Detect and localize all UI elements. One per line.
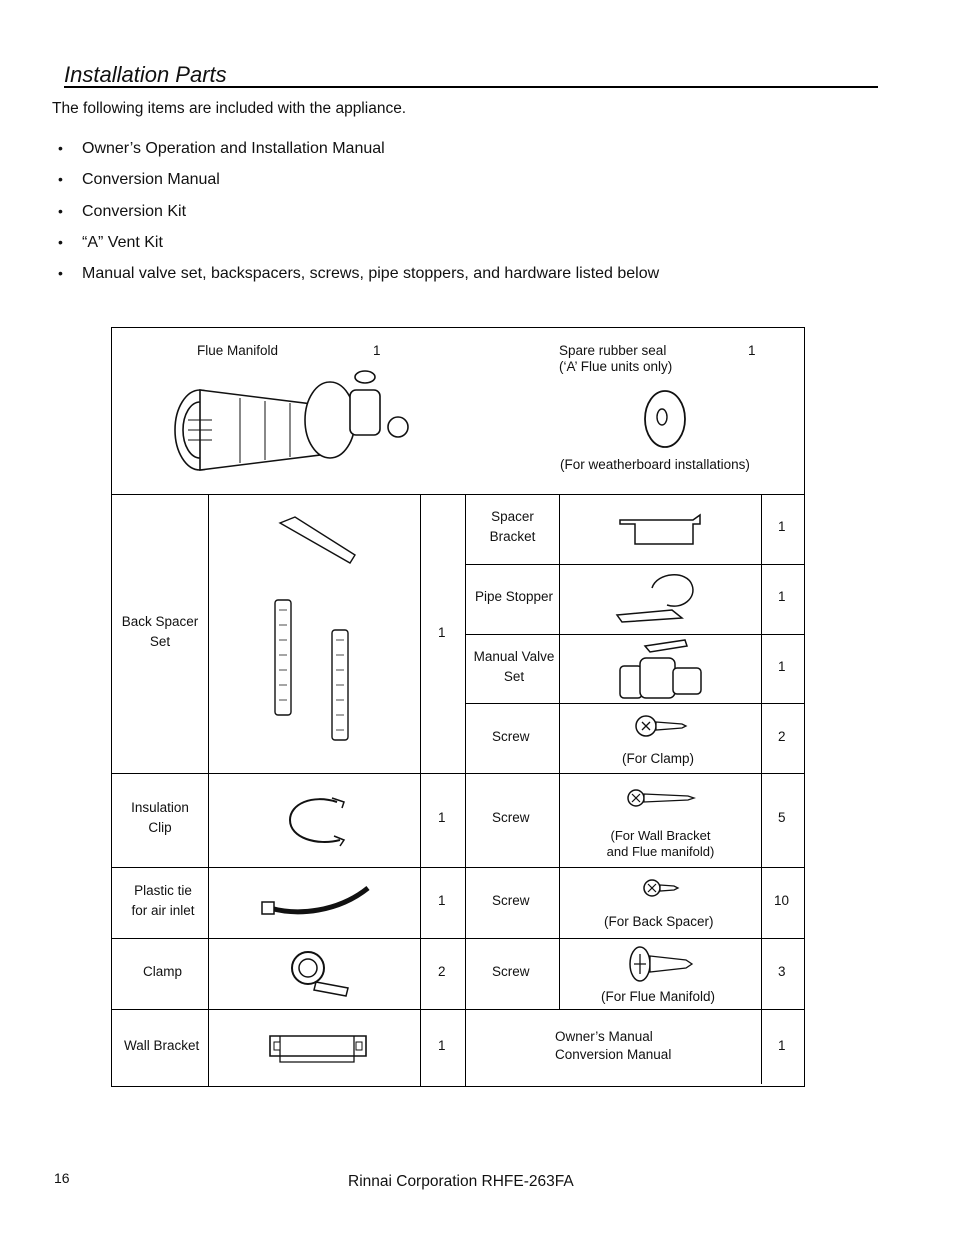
owners-manual-label: Owner’s Manual bbox=[555, 1029, 653, 1044]
manual-valve-label: Manual Valve Set bbox=[473, 649, 555, 684]
footer-text: Rinnai Corporation RHFE-263FA bbox=[348, 1173, 574, 1190]
clamp-qty: 2 bbox=[438, 964, 446, 979]
screw-flue-qty: 3 bbox=[778, 964, 786, 979]
plastic-tie-label: Plastic tie for air inlet bbox=[131, 883, 195, 918]
list-item: • Conversion Kit bbox=[58, 202, 187, 220]
wall-bracket-label: Wall Bracket bbox=[124, 1038, 200, 1053]
countersunk-screw-illustration bbox=[628, 944, 694, 984]
back-spacer-qty: 1 bbox=[438, 625, 446, 640]
spare-seal-qty: 1 bbox=[748, 343, 756, 358]
intro-text: The following items are included with the appliance. bbox=[52, 100, 407, 117]
screw-spacer-label: Screw bbox=[492, 893, 530, 908]
clamp-illustration bbox=[286, 946, 352, 998]
spare-seal-note: (For weatherboard installations) bbox=[560, 457, 750, 472]
pipe-stopper-qty: 1 bbox=[778, 589, 786, 604]
back-spacer-illustration bbox=[270, 515, 370, 745]
page-number: 16 bbox=[54, 1170, 70, 1186]
manuals-qty: 1 bbox=[778, 1038, 786, 1053]
screw-flue-label: Screw bbox=[492, 964, 530, 979]
spacer-bracket-qty: 1 bbox=[778, 519, 786, 534]
insulation-clip-illustration bbox=[282, 792, 348, 852]
rubber-seal-illustration bbox=[640, 388, 690, 450]
insulation-clip-label: Insulation Clip bbox=[131, 800, 189, 835]
clamp-label: Clamp bbox=[143, 964, 183, 979]
flue-manifold-label: Flue Manifold bbox=[197, 343, 279, 358]
screw-flue-note: (For Flue Manifold) bbox=[601, 989, 716, 1004]
flue-manifold-illustration bbox=[170, 365, 420, 475]
back-spacer-label: Back Spacer Set bbox=[121, 614, 199, 649]
wall-bracket-qty: 1 bbox=[438, 1038, 446, 1053]
list-item: • Manual valve set, backspacers, screws, pipe stoppers, and hardware listed below bbox=[58, 265, 660, 283]
spacer-bracket-illustration bbox=[615, 512, 705, 548]
screw-clamp-note: (For Clamp) bbox=[622, 751, 695, 766]
pipe-stopper-label: Pipe Stopper bbox=[475, 589, 554, 604]
screw-illustration bbox=[642, 876, 682, 900]
spare-seal-sublabel: (‘A’ Flue units only) bbox=[559, 359, 673, 374]
screw-wall-qty: 5 bbox=[778, 810, 786, 825]
page-title: Installation Parts bbox=[64, 62, 227, 87]
plastic-tie-illustration bbox=[258, 882, 373, 922]
screw-illustration bbox=[626, 786, 696, 810]
screw-clamp-qty: 2 bbox=[778, 729, 786, 744]
screw-wall-note: (For Wall Bracket and Flue manifold) bbox=[606, 828, 715, 859]
manual-valve-qty: 1 bbox=[778, 659, 786, 674]
wall-bracket-illustration bbox=[266, 1030, 370, 1066]
insulation-clip-qty: 1 bbox=[438, 810, 446, 825]
screw-spacer-note: (For Back Spacer) bbox=[604, 914, 714, 929]
list-item: • “A” Vent Kit bbox=[58, 233, 163, 251]
spacer-bracket-label: Spacer Bracket bbox=[489, 509, 536, 544]
conversion-manual-label: Conversion Manual bbox=[555, 1047, 672, 1062]
plastic-tie-qty: 1 bbox=[438, 893, 446, 908]
pipe-stopper-illustration bbox=[612, 570, 707, 628]
list-item: • Owner’s Operation and Installation Manual bbox=[58, 140, 385, 157]
screw-wall-label: Screw bbox=[492, 810, 530, 825]
flue-manifold-qty: 1 bbox=[373, 343, 381, 358]
screw-spacer-qty: 10 bbox=[774, 893, 790, 908]
screw-illustration bbox=[634, 713, 689, 739]
manual-valve-illustration bbox=[615, 638, 705, 702]
list-item: • Conversion Manual bbox=[58, 171, 220, 189]
screw-clamp-label: Screw bbox=[492, 729, 530, 744]
spare-seal-label: Spare rubber seal bbox=[559, 343, 667, 358]
